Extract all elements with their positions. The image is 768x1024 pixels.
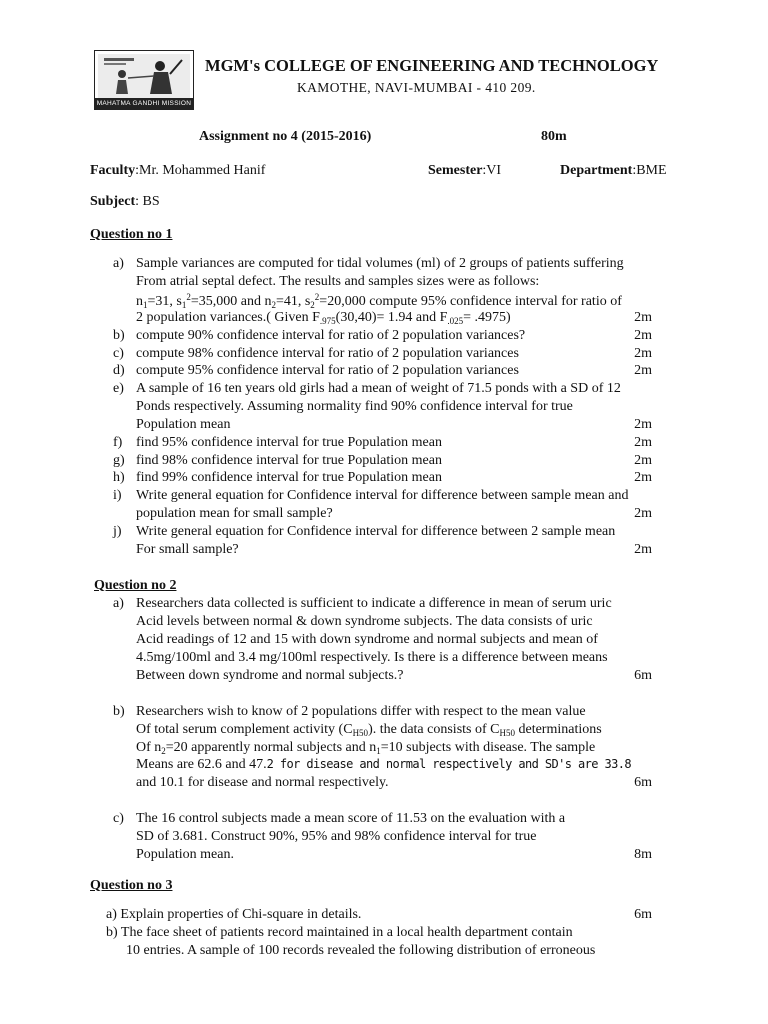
faculty-value: :Mr. Mohammed Hanif	[135, 163, 266, 178]
q2b-line-3: Of $n_2=20$ apparently normal subjects and $n_1=10$ subjects with disease. The sample	[136, 740, 596, 756]
q1i-line-2: population mean for small sample?	[136, 506, 333, 521]
q2b-line-4-end: 2 for disease and normal respectively and SD's are 33.8	[266, 757, 631, 771]
department-label: Department	[560, 163, 633, 178]
q2b-letter: b)	[113, 704, 125, 719]
q1c-letter: c)	[113, 346, 124, 361]
q1c-text: compute 98% confidence interval for ratio of 2 population variances	[136, 346, 519, 361]
q1f-letter: f)	[113, 435, 123, 450]
q2b-line-4	[136, 757, 631, 773]
q1f-text: find 95% confidence interval for true Population mean	[136, 435, 442, 450]
q2b-marks: 6m	[634, 775, 652, 790]
q2a-line-3: Acid readings of 12 and 15 with down syndrome and normal subjects and mean of	[136, 632, 598, 647]
semester-label: Semester	[428, 163, 483, 178]
q1i-marks: 2m	[634, 506, 652, 521]
q1a-line-2: From atrial septal defect. The results and samples sizes were as follows:	[136, 274, 540, 289]
question-1-heading: Question no 1	[90, 227, 173, 242]
q2c-line-2: SD of 3.681. Construct 90%, 95% and 98% confidence interval for true	[136, 829, 537, 844]
q1i-letter: i)	[113, 488, 122, 503]
q2b-line-5: and 10.1 for disease and normal respectively.	[136, 775, 389, 790]
q1a-line-4: 2 population variances.( Given $F_{.975}(30,40)= 1.94$ and $F_{.025}= .4975$)	[136, 310, 511, 326]
college-address: KAMOTHE, NAVI-MUMBAI - 410 209.	[297, 80, 536, 95]
q1g-text: find 98% confidence interval for true Population mean	[136, 453, 442, 468]
subject-label: Subject	[90, 194, 136, 209]
q3a-marks: 6m	[634, 907, 652, 922]
q1g-marks: 2m	[634, 453, 652, 468]
q1e-line-3: Population mean	[136, 417, 231, 432]
q1g-letter: g)	[113, 453, 125, 468]
q2c-line-3: Population mean.	[136, 847, 234, 862]
q1j-marks: 2m	[634, 542, 652, 557]
q2b-line-2: Of total serum complement activity $(C_{H50})$. the data consists of $C_{H50}$ determinations	[136, 722, 602, 738]
department-line	[560, 163, 667, 179]
q1b-text: compute 90% confidence interval for ratio of 2 population variances?	[136, 328, 526, 343]
subject-line	[90, 194, 160, 210]
q3a-text: a) Explain properties of Chi-square in details.	[106, 907, 362, 922]
q2b-line-1: Researchers wish to know of 2 populations differ with respect to the mean value	[136, 704, 586, 719]
q1e-line-1: A sample of 16 ten years old girls had a mean of weight of 71.5 ponds with a SD of 12	[136, 381, 621, 396]
q1b-marks: 2m	[634, 328, 652, 343]
q2a-line-5: Between down syndrome and normal subjects.?	[136, 668, 404, 683]
q1j-line-1: Write general equation for Confidence interval for difference between 2 sample mean	[136, 524, 616, 539]
q1c-marks: 2m	[634, 346, 652, 361]
q2c-marks: 8m	[634, 847, 652, 862]
q1h-text: find 99% confidence interval for true Population mean	[136, 470, 442, 485]
logo-caption: MAHATMA GANDHI MISSION	[96, 100, 192, 107]
college-logo	[94, 50, 194, 110]
subject-value: : BS	[135, 194, 160, 209]
q1a-line-3: $n_1=31$, $s_1^2=35,000$ and $n_2=41$, $s_2^2=20,000$ compute 95% confidence interval for ratio of	[136, 292, 622, 310]
logo-illustration	[98, 54, 190, 98]
q2a-line-4: 4.5mg/100ml and 3.4 mg/100ml respectively. Is there is a difference between means	[136, 650, 608, 665]
question-3-heading: Question no 3	[90, 878, 173, 893]
q1a-line-1: Sample variances are computed for tidal volumes (ml) of 2 groups of patients suffering	[136, 256, 624, 271]
q1j-line-2: For small sample?	[136, 542, 239, 557]
college-name: MGM's COLLEGE OF ENGINEERING AND TECHNOLOGY	[205, 56, 659, 75]
q1e-marks: 2m	[634, 417, 652, 432]
q2a-line-2: Acid levels between normal & down syndrome subjects. The data consists of uric	[136, 614, 593, 629]
question-2-heading: Question no 2	[94, 578, 177, 593]
q1d-marks: 2m	[634, 363, 652, 378]
q1b-letter: b)	[113, 328, 125, 343]
q3b-line-1: b) The face sheet of patients record maintained in a local health department contain	[106, 925, 573, 940]
q3b-line-2: 10 entries. A sample of 100 records revealed the following distribution of erroneous	[126, 943, 596, 958]
q2c-letter: c)	[113, 811, 124, 826]
q2a-marks: 6m	[634, 668, 652, 683]
q1h-marks: 2m	[634, 470, 652, 485]
assignment-title: Assignment no 4 (2015-2016)	[199, 129, 372, 144]
q1i-line-1: Write general equation for Confidence interval for difference between sample mean and	[136, 488, 629, 503]
q1e-line-2: Ponds respectively. Assuming normality find 90% confidence interval for true	[136, 399, 573, 414]
faculty-label: Faculty	[90, 163, 136, 178]
q2c-line-1: The 16 control subjects made a mean score of 11.53 on the evaluation with a	[136, 811, 566, 826]
total-marks: 80m	[541, 129, 567, 144]
q1j-letter: j)	[113, 524, 122, 539]
q1a-letter: a)	[113, 256, 124, 271]
q1d-letter: d)	[113, 363, 125, 378]
q1a-marks: 2m	[634, 310, 652, 325]
semester-value: :VI	[482, 163, 502, 178]
q1h-letter: h)	[113, 470, 125, 485]
semester-line	[428, 163, 501, 179]
q1d-text: compute 95% confidence interval for ratio of 2 population variances	[136, 363, 519, 378]
q2b-line-4-start: Means are 62.6 and 47.	[136, 757, 267, 772]
q1f-marks: 2m	[634, 435, 652, 450]
q1e-letter: e)	[113, 381, 124, 396]
department-value: :BME	[632, 163, 667, 178]
q2a-letter: a)	[113, 596, 124, 611]
q2a-line-1: Researchers data collected is sufficient to indicate a difference in mean of serum uric	[136, 596, 612, 611]
faculty-line	[90, 163, 265, 179]
